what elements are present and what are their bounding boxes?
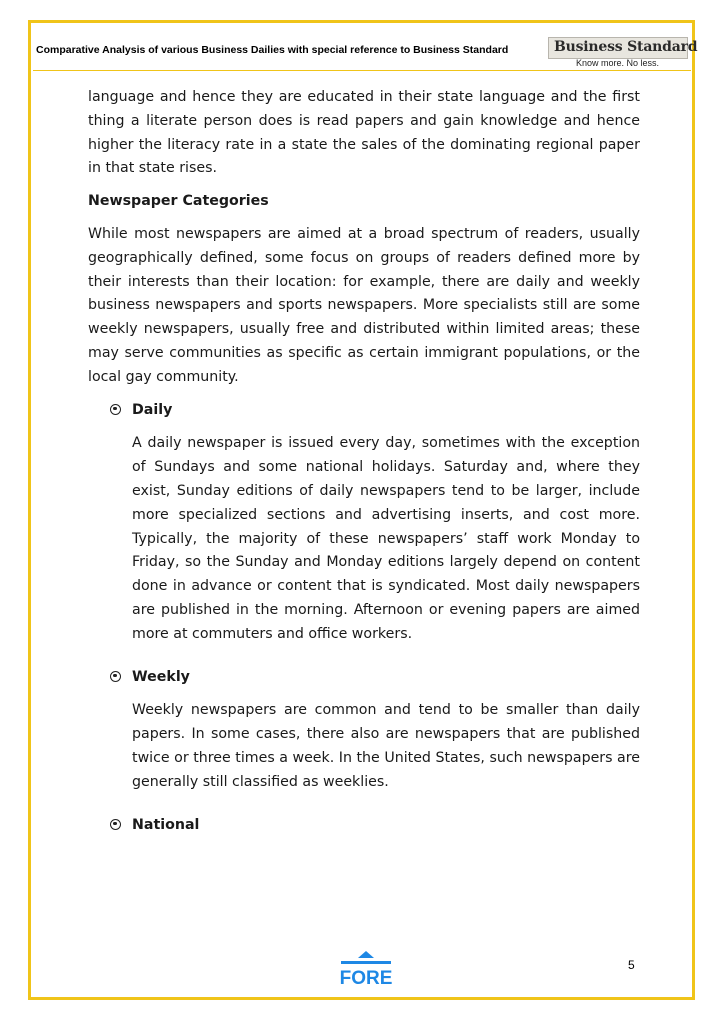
circle-bullet-icon [110, 819, 121, 830]
header-divider [33, 70, 691, 71]
circle-bullet-icon [110, 404, 121, 415]
category-daily-heading [110, 399, 640, 423]
page-content [88, 86, 640, 837]
intro-paragraph: language and hence they are educated in their state language and the first thing a literate person does is read papers and gain knowledge and hence higher the literacy rate in a state the sales of the dominating regional paper in that state rises. [88, 89, 640, 177]
category-national-heading [110, 814, 640, 838]
business-standard-logo [548, 37, 698, 71]
category-weekly-heading [110, 666, 640, 690]
category-label: Weekly [132, 668, 190, 685]
running-header-title: Comparative Analysis of various Business Dailies with special reference to Business Standard [36, 44, 509, 56]
category-label: National [132, 816, 200, 833]
fore-logo [338, 950, 394, 988]
logo-tagline: Know more. No less. [576, 58, 660, 68]
category-daily-text: A daily newspaper is issued every day, sometimes with the exception of Sundays and some national holidays. Saturday and, where they exist, Sunday editions of daily newspapers tend to be larger, include more specialized sections and advertising inserts, and cost more. Typically, the majority of these newspapers’ staff work Monday to Friday, so the Sunday and Monday editions largely depend on content done in advance or content that is syndicated. Most daily newspapers are published in the morning. Afternoon or evening papers are aimed more at commuters and office workers. [132, 435, 640, 642]
section-heading: Newspaper Categories [88, 193, 269, 210]
circle-bullet-icon [110, 671, 121, 682]
logo-name: Business Standard [554, 39, 698, 55]
section-paragraph: While most newspapers are aimed at a broad spectrum of readers, usually geographically defined, some focus on groups of readers defined more by their interests than their location: for example, there are daily and weekly business newspapers and sports newspapers. More specialists still are some weekly newspapers, usually free and distributed within limited areas; these may serve communities as specific as certain immigrant populations, or the local gay community. [88, 225, 640, 385]
category-label: Daily [132, 401, 173, 418]
page-number: 5 [628, 958, 635, 972]
category-weekly-text: Weekly newspapers are common and tend to be smaller than daily papers. In some cases, there also are newspapers that are published twice or three times a week. In the United States, such newspapers are generally still classified as weeklies. [132, 702, 640, 790]
fore-logo-text: FORE [339, 968, 393, 988]
